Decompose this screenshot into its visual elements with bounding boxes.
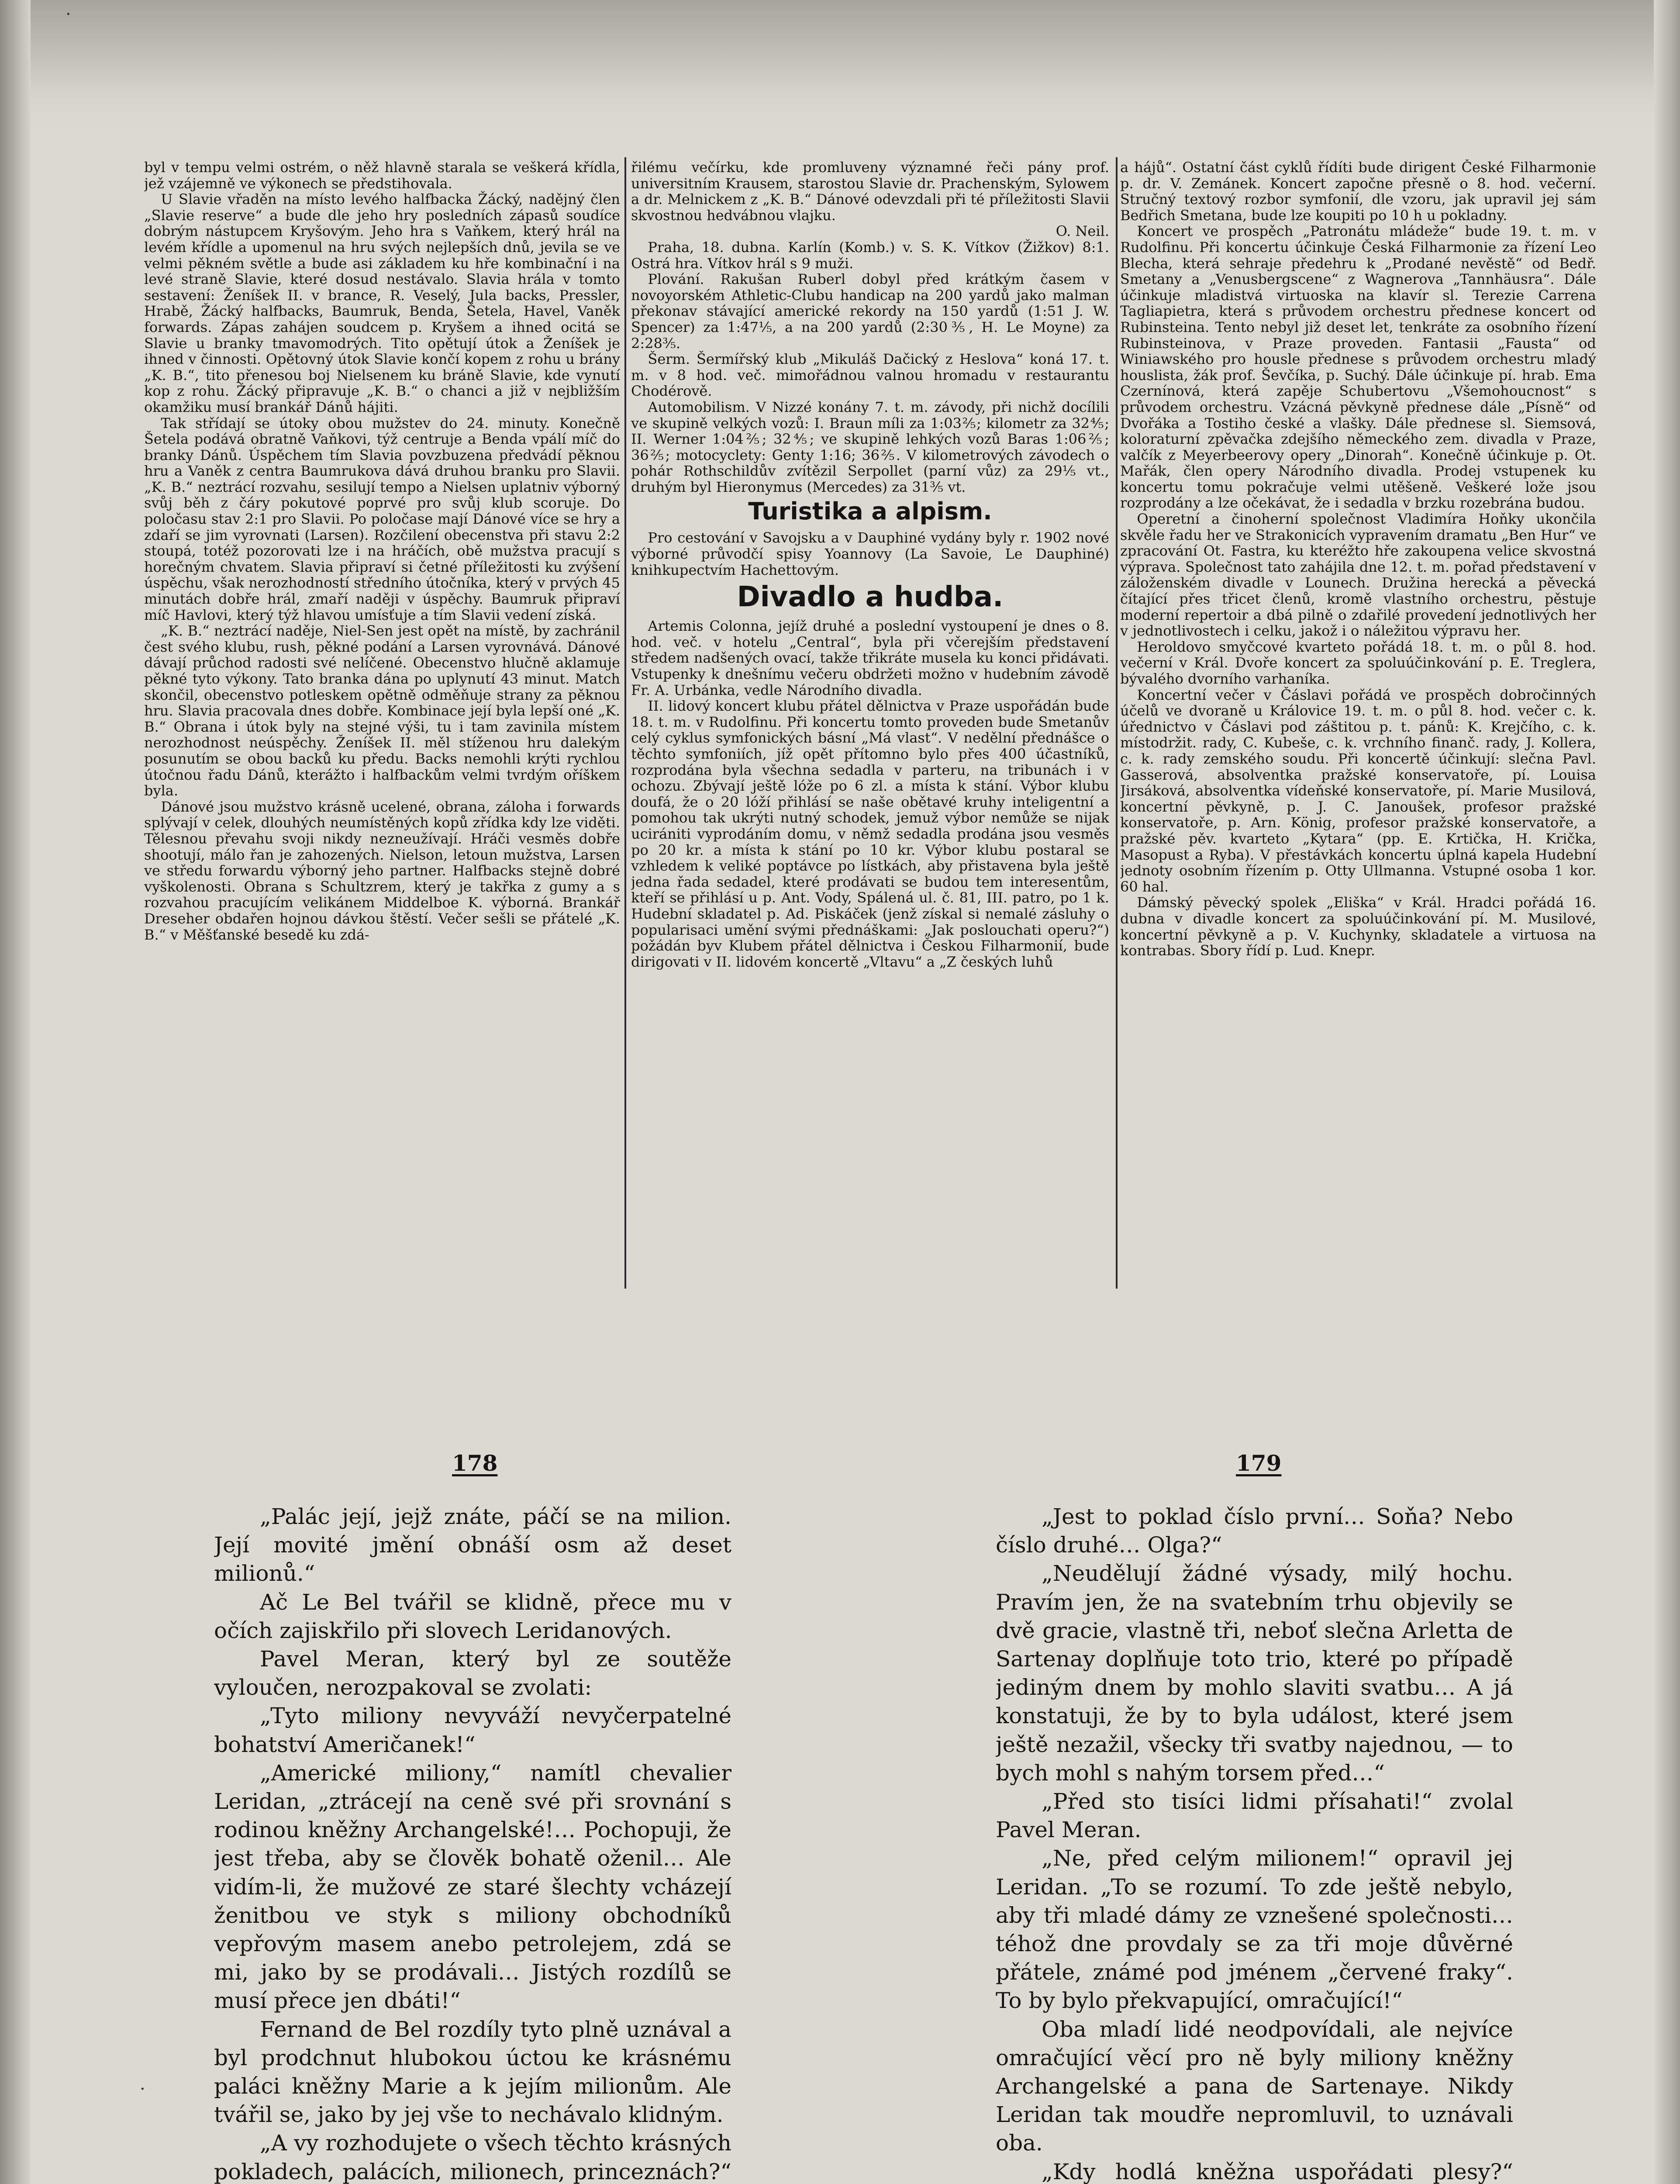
music-news: Koncertní večer v Čáslavi pořádá ve prospěch dobročinných účelů ve dvoraně u Královice 19. t. m. o půl 8. hod. večer c. k. úřednictvo v Čáslavi pod záštitou p. t. pánů: K. Krejčího, c. k. místodržit. rady, C. Kubeše, c. k. vrchního finanč. rady, J. Kollera, c. k. rady zemského soudu. Při koncertě účinkují: slečna Pavl. Gasserová, absolventka pražské konservatoře, pí. Louisa Jirsáková, absolventka vídeňské konservatoře, pí. Marie Musilová, koncertní pěvkyně, p. J. C. Janoušek, profesor pražské konservatoře, p. Arn. König, profesor pražské konservatoře, a pražské pěv. kvarteto „Kytara“ (pp. E. Krtička, H. Krička, Masopust a Ryba). V přestávkách koncertu úplná kapela Hudební jednoty osobním řízením p. Otty Ullmanna. Vstupné osoba 1 kor. 60 hal. (1120, 686, 1596, 895)
story-paragraph: „Ne, před celým milionem!“ opravil jej Leridan. „To se rozumí. To zde ještě nebylo, aby tři mladé dámy ze vznešené společnosti… téhož dne provdaly se za tři moje důvěrné přátele, známé pod jménem „červené fraky“. To by bylo překvapující, omračující!“ (996, 1845, 1513, 2014)
scan-shadow-left (0, 0, 31, 2184)
article-signature: O. Neil. (1056, 223, 1109, 240)
music-news: a hájů“. Ostatní část cyklů řídíti bude dirigent České Filharmonie p. dr. V. Zemánek. Koncert započne přesně o 8. hod. večerní. Stručný textový rozbor symfonií, dle vzoru, jak upravil jej sám Bedřich Smetana, bude lze koupiti po 10 h u pokladny. (1120, 159, 1596, 224)
sports-news: Šerm. Šermířský klub „Mikuláš Dačický z Heslova“ koná 17. t. m. v 8 hod. več. mimořádnou valnou hromadu v restaurantu Chodérově. (631, 351, 1109, 400)
newspaper-column-2 (631, 159, 1109, 1295)
article-paragraph: „K. B.“ neztrácí naděje, Niel-Sen jest opět na místě, by zachránil čest svého klubu, rush, pěkné podání a Larsen vyrovnává. Dánové dávají průchod radosti své nelíčené. Obecenstvo hlučně aklamuje pěkné tyto výkony. Tato branka dána po uplynutí 43 minut. Match skončil, obecenstvo potleskem opětně odměňuje strany za pěknou hru. Slavia pracovala dnes dobře. Kombinace její byla lepší oné „K. B.“ Obrana i útok byly na stejné výši, tu i tam zavinila místem nerozhodnost neúspěchy. Ženíšek II. měl stíženou hru dalekým posunutím se obou backů ku předu. Backs nemohli krýti rychlou útočnou řadu Dánů, kterážto i halfbackům velmi tvrdým oříškem byla. (144, 622, 620, 799)
sports-news: Praha, 18. dubna. Karlín (Komb.) v. S. K. Vítkov (Žižkov) 8:1. Ostrá hra. Vítkov hrál s 9 muži. (631, 238, 1109, 272)
scan-shadow-top (0, 0, 1680, 131)
article-paragraph: Dánové jsou mužstvo krásně ucelené, obrana, záloha i forwards splývají v celek, dlouhých neumístěných kopů zřídka kdy lze viděti. Tělesnou převahu svoji nikdy nezneužívají. Hráči vesměs dobře shootují, málo řan je zahozených. Nielson, letoun mužstva, Larsen ve středu forwardu výborný jeho partner. Halfbacks stejně dobré vyškolenosti. Obrana s Schultzrem, který je takřka z gumy a s rozvahou pracujícím velikánem Middelboe K. výborná. Brankář Dreseher obdařen hojnou dávkou štěstí. Večer sešli se přátelé „K. B.“ v Měšťanské besedě ku zdá- (144, 798, 620, 943)
story-paragraph: „Jest to poklad číslo první… Soňa? Nebo číslo druhé… Olga?“ (996, 1504, 1513, 1558)
page-number-right: 179 (1236, 1450, 1282, 1476)
sports-news: Automobilism. V Nizzé konány 7. t. m. závody, při nichž docílili ve skupině velkých vozů: I. Braun míli za 1:03⅖; kilometr za 32⅘; II. Werner 1:04⅖; 32⅘; ve skupině lehkých vozů Baras 1:06⅖; 36⅖; motocyclety: Genty 1:16; 36⅖. V kilometrových závodech o pohár Rothschildův zvítězil Serpollet (parní vůz) za 29⅕ vt., druhým byl Hieronymus (Mercedes) za 31⅗ vt. (631, 398, 1109, 495)
article-paragraph: Tak střídají se útoky obou mužstev do 24. minuty. Konečně Šetela podává obratně Vaňkovi, týž centruje a Benda vpálí míč do branky Dánů. Úspěchem tím Slavia povzbuzena předvádí pěknou hru a Vaněk z centra Baumrukova dává druhou branku pro Slavii. „K. B.“ neztrácí rozvahu, sesilují tempo a Nielsen uplatniv výborný svůj běh z čáry pokutové poprvé pro svůj klub scoruje. Do poločasu stav 2:1 pro Slavii. Po poločase mají Dánové více se hry a zdaří se jim vyrovnati (Larsen). Rozčilení obecenstva při stavu 2:2 stoupá, totéž pozorovati lze i na hráčích, obě mužstva pracují s horečným chvatem. Slavia připraví si četné příležitosti ku zvýšení úspěchu, však nerozhodností středního útočníka, který v prvých 45 minutách dobře hrál, zmaří naději v úspěchy. Baumruk připraví míč Havlovi, který týž hlavou umísťuje a tím Slavii vedení získá. (144, 415, 620, 623)
music-news: Operetní a činoherní společnost Vladimíra Hoňky ukončila skvěle řadu her ve Strakonicích vypravením dramatu „Ben Hur“ ve zpracování Ot. Fastra, ku kteréžto hře zakoupena velice skvostná výprava. Společnost tato zahájila dne 12. t. m. pořad představení v záloženském divadle v Lounech. Družina herecká a pěvecká čítající přes třicet členů, kromě vlastního orchestru, pěstuje moderní repertoir a dbá pilně o zdařilé provedení jednotlivých her v jednotlivostech i celku, jakož i o náležitou výpravu her. (1120, 511, 1596, 639)
story-paragraph: „Před sto tisíci lidmi přísahati!“ zvolal Pavel Meran. (996, 1789, 1513, 1843)
scan-speck: · (140, 2079, 145, 2099)
music-news: Heroldovo smyčcové kvarteto pořádá 18. t. m. o půl 8. hod. večerní v Král. Dvoře koncert za spoluúčinkování p. E. Treglera, bývalého dvorního varhaníka. (1120, 638, 1596, 687)
article-paragraph: U Slavie vřaděn na místo levého halfbacka Žácký, nadějný člen „Slavie reserve“ a bude dle jeho hry posledních zápasů soudíce dobrým nástupcem Kryšovým. Jeho hra s Vaňkem, který hrál na levém křídle a upomenul na hru svých nejlepších dnů, jevila se ve velmi pěkném světle a bude asi základem ku hře kombinační i na levé straně Slavie, které dosud nestávalo. Slavia hrála v tomto sestavení: Ženíšek II. v brance, R. Veselý, Jula backs, Pressler, Hrabě, Žácký halfbacks, Baumruk, Benda, Šetela, Havel, Vaněk forwards. Zápas zahájen soudcem p. Kryšem a ihned ocitá se Slavie u branky tmavomodrých. Tito opětují útok a Ženíšek je ihned v činnosti. Opětovný útok Slavie končí kopem z rohu u brány „K. B.“, tito přenesou boj Nielsenem ku bráně Slavie, kde vynutí kop z rohu. Žácký připravuje „K. B.“ o chanci a již v nejbližším okamžiku musí brankář Dánů hájiti. (144, 191, 620, 415)
scan-speck: · (66, 4, 71, 24)
story-paragraph: Fernand de Bel rozdíly tyto plně uznával a byl prodchnut hlubokou úctou ke krásnému paláci kněžny Marie a k jejím milionům. Ale tvářil se, jako by jej vše to nechávalo klidným. (214, 2016, 731, 2128)
story-paragraph: „A vy rozhodujete o všech těchto krásných pokladech, palácích, milionech, princeznách?“ (214, 2130, 731, 2184)
story-paragraph: „Tyto miliony nevyváží nevyčerpatelné bohatství Američanek!“ (214, 1703, 731, 1757)
column-rule (624, 157, 626, 1289)
music-news: II. lidový koncert klubu přátel dělnictva v Praze uspořádán bude 18. t. m. v Rudolfinu. Při koncertu tomto proveden bude Smetanův celý cyklus symfonických básní „Má vlast“. V nedělní přednášce o těchto symfoniích, jíž opět přítomno bylo přes 400 účastníků, rozprodána byla všechna sedadla v parteru, na tribunách i v ochozu. Zbývají ještě lóže po 6 zl. a místa k stání. Výbor klubu doufá, že o 20 lóží přihlásí se naše obětavé kruhy inteligentní a pomohou tak ukrýti nutný schodek, jemuž výbor nemůže se nijak ucirániti vyprodáním domu, v němž sedadla prodána jsou vesměs po 20 kr. a místa k stání po 10 kr. Výbor klubu postaral se vzhledem k veliké poptávce po lístkách, aby přistavena byla ještě jedna řada sedadel, které prodávati se budou tem interesentům, kteří se přihlásí u p. Ant. Vody, Spálená ul. č. 81, III. patro, po 1 k. Hudební skladatel p. Ad. Piskáček (jenž získal si nemalé zásluhy o popularisaci umění svými přednáškami: „Jak poslouchati operu?“) požádán byv Klubem přátel dělnictva i Českou Filharmonií, bude dirigovati v II. lidovém koncertě „Vltavu“ a „Z českých luhů (631, 698, 1109, 970)
section-heading-theatre-music: Divadlo a hudba. (737, 581, 1004, 614)
story-paragraph: „Palác její, jejž znáte, páčí se na milion. Její movité jmění obnáší osm až deset milionů.“ (214, 1504, 731, 1586)
article-paragraph: byl v tempu velmi ostrém, o něž hlavně starala se veškerá křídla, jež vzájemně ve výkonech se předstihovala. (144, 159, 620, 192)
section-heading-tourism: Turistika a alpism. (748, 498, 992, 525)
newspaper-column-3 (1120, 159, 1596, 1295)
column-rule (1116, 157, 1118, 1289)
article-paragraph: řilému večírku, kde promluveny významné řeči pány prof. universitním Krausem, starostou Slavie dr. Prachenským, Sylowem a dr. Melnickem z „K. B.“ Dánové odevzdali při té příležitosti Slavii skvostnou hedvábnou vlajku. (631, 159, 1109, 224)
story-paragraph: „Americké miliony,“ namítl chevalier Leridan, „ztrácejí na ceně své při srovnání s rodinou kněžny Archangelské!… Pochopuji, že jest třeba, aby se člověk bohatě oženil… Ale vidím-li, že mužové ze staré šlechty vcházejí ženitbou ve styk s miliony obchodníků vepřovým masem anebo petrolejem, zdá se mi, jako by se prodávali… Jistých rozdílů se musí přece jen dbáti!“ (214, 1760, 731, 2014)
music-news: Artemis Colonna, jejíž druhé a poslední vystoupení je dnes o 8. hod. več. v hotelu „Central“, byla při včerejším představení středem nadšených ovací, takže třikráte musela ku konci přidávati. Vstupenky k dnešnímu večeru obdržeti možno v hudebním závodě Fr. A. Urbánka, vedle Národního divadla. (631, 618, 1109, 698)
scan-shadow-right (1654, 0, 1680, 2184)
story-paragraph: Pavel Meran, který byl ze soutěže vyloučen, nerozpakoval se zvolati: (214, 1646, 731, 1700)
story-paragraph: Oba mladí lidé neodpovídali, ale nejvíce omračující věcí pro ně byly miliony kněžny Archangelské a pana de Sartenaye. Nikdy Leridan tak moudře nepromluvil, to uznávali oba. (996, 2016, 1513, 2156)
tourism-news: Pro cestování v Savojsku a v Dauphiné vydány byly r. 1902 nové výborné průvodčí spisy Yoannovy (La Savoie, Le Dauphiné) knihkupectvím Hachettovým. (631, 529, 1109, 578)
story-paragraph: Ač Le Bel tvářil se klidně, přece mu v očích zajiskřilo při slovech Leridanových. (214, 1589, 731, 1643)
music-news: Dámský pěvecký spolek „Eliška“ v Král. Hradci pořádá 16. dubna v divadle koncert za spoluúčinkování pí. M. Musilové, koncertní pěvkyně a p. V. Kuchynky, skladatele a virtuosa na kontrabas. Sbory řídí p. Lud. Knepr. (1120, 894, 1596, 959)
book-page-left (214, 1503, 731, 2184)
book-page-right (996, 1503, 1513, 2184)
story-paragraph: „Kdy hodlá kněžna uspořádati plesy?“ (1042, 2159, 1513, 2184)
newspaper-column-1 (144, 159, 620, 1295)
story-paragraph: „Neudělují žádné výsady, milý hochu. Pravím jen, že na svatebním trhu objevily se dvě gracie, vlastně tři, neboť slečna Arletta de Sartenay doplňuje toto trio, které po případě jediným dnem by mohlo slaviti svatbu… A já konstatuji, že by to byla událost, které jsem ještě nezažil, všecky tři svatby najednou, — to bych mohl s nahým torsem před…“ (996, 1561, 1513, 1786)
music-news: Koncert ve prospěch „Patronátu mládeže“ bude 19. t. m. v Rudolfinu. Při koncertu účinkuje Česká Filharmonie za řízení Leo Blecha, která sehraje předehru k „Prodané nevěstě“ od Bedř. Smetany a „Venusbergscene“ z Wagnerova „Tannhäusra“. Dále účinkuje mladistvá virtuoska na klavír sl. Terezie Carrena Tagliapietra, která s průvodem orchestru přednese koncert od Rubinsteina. Tento nebyl již deset let, tenkráte za osobního řízení Rubinsteinova, v Praze proveden. Fantasii „Fausta“ od Winiawského pro housle přednese s průvodem orchestru mladý houslista, žák prof. Ševčíka, p. Suchý. Dále účinkuje pí. hrab. Ema Czernínová, která zapěje Schubertovu „Všemohoucnost“ s průvodem orchestru. Vzácná pěvkyně přednese dále „Písně“ od Dvořáka a Tostiho české a vlašky. Dále přednese sl. Siemsová, koloraturní zpěvačka zdejšího německého zem. divadla v Praze, valčík z Meyerbeerovy opery „Dinorah“. Konečně účinkuje p. Ot. Mařák, člen opery Národního divadla. Prodej vstupenek ku koncertu tomu pokračuje velmi utěšeně. Veškeré lože jsou rozprodány a lze očekávat, že i sedadla v brzku rozebrána budou. (1120, 223, 1596, 511)
page-number-left: 178 (452, 1450, 498, 1476)
sports-news: Plování. Rakušan Ruberl dobyl před krátkým časem v novoyorském Athletic-Clubu handicap na 200 yardů jako malman překonav stávající americké rekordy na 150 yardů (1:51 J. W. Spencer) za 1:47⅕, a na 200 yardů (2:30⅗, H. Le Moyne) za 2:28⅗. (631, 271, 1109, 352)
